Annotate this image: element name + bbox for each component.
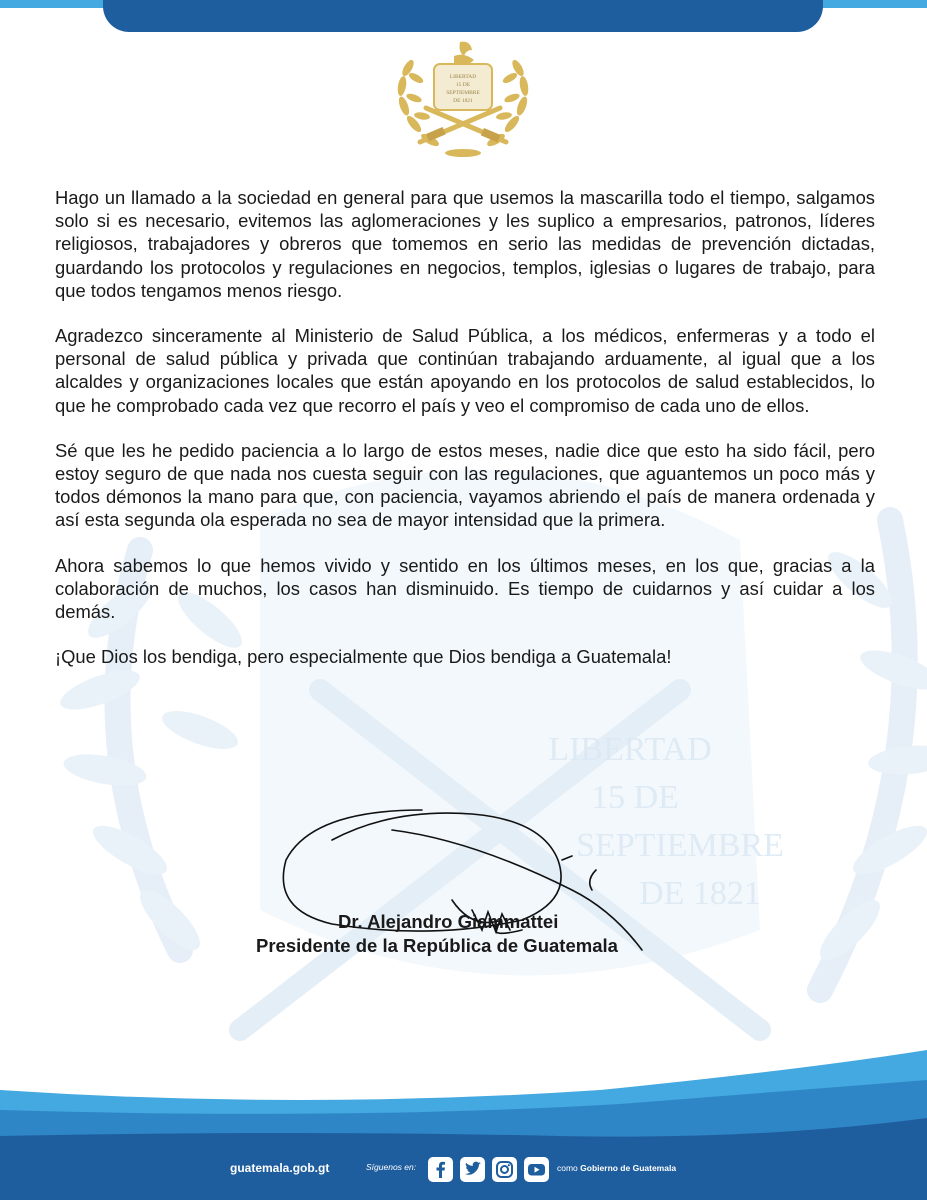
facebook-icon[interactable] (428, 1157, 453, 1182)
youtube-icon[interactable] (524, 1157, 549, 1182)
footer-bar (0, 1140, 927, 1200)
paragraph-4: Ahora sabemos lo que hemos vivido y sentido en los últimos meses, en los que, gracias a la colaboración de muchos, los casos han disminuido. Es tiempo de cuidarnos y así cuidar a los demás. (55, 554, 875, 623)
header-tab (103, 0, 823, 32)
footer-url-link[interactable]: guatemala.gob.gt (230, 1161, 330, 1175)
twitter-icon[interactable] (460, 1157, 485, 1182)
watermark-line-4: DE 1821 (639, 875, 761, 912)
paragraph-3: Sé que les he pedido paciencia a lo largo de estos meses, nadie dice que esto ha sido fácil, pero estoy seguro de que nada nos cuesta seguir con las regulaciones, que aguantemos un poco más y todos démonos la mano para que, con paciencia, vayamos abriendo el país de manera ordenada y así esta segunda ola esperada no sea de mayor intensidad que la primera. (55, 439, 875, 531)
paragraph-1: Hago un llamado a la sociedad en general para que usemos la mascarilla todo el tiempo, salgamos solo si es necesario, evitemos las aglomeraciones y les suplico a empresarios, patronos, líderes religiosos, trabajadores y obreros que tomemos en serio las medidas de prevención dictadas, guardando los protocolos y regulaciones en negocios, templos, iglesias o lugares de trabajo, para que todos tengamos menos riesgo. (55, 187, 875, 301)
crest-scroll-line-4: DE 1821 (453, 98, 473, 104)
closing-line: ¡Que Dios los bendiga, pero especialmente que Dios bendiga a Guatemala! (55, 646, 672, 668)
crest-scroll-line-2: 15 DE (455, 82, 471, 88)
instagram-icon[interactable] (492, 1157, 517, 1182)
watermark-line-2: 15 DE (591, 779, 679, 816)
follow-label: Síguenos en: (366, 1162, 417, 1172)
signature-block (256, 910, 696, 958)
watermark-line-3: SEPTIEMBRE (576, 827, 784, 864)
signer-title: Presidente de la República de Guatemala (256, 935, 618, 956)
letter-body (55, 186, 875, 690)
handle-name: Gobierno de Guatemala (580, 1163, 677, 1173)
signer-name: Dr. Alejandro Giammattei (338, 911, 559, 932)
paragraph-2: Agradezco sinceramente al Ministerio de Salud Pública, a los médicos, enfermeras y a todo el personal de salud pública y privada que continúan trabajando arduamente, al igual que a los alcaldes y organizaciones locales que están apoyando en los protocolos de salud establecidos, lo que he comprobado cada vez que recorro el país y veo el compromiso de cada uno de ellos. (55, 325, 875, 416)
coat-of-arms-icon (390, 38, 536, 162)
watermark-line-1: LIBERTAD (548, 731, 712, 768)
footer-handle (557, 1163, 676, 1173)
crest-scroll-line-1: LIBERTAD (449, 74, 477, 80)
handle-prefix: como (557, 1163, 578, 1173)
crest-scroll-line-3: SEPTIEMBRE (446, 90, 480, 96)
